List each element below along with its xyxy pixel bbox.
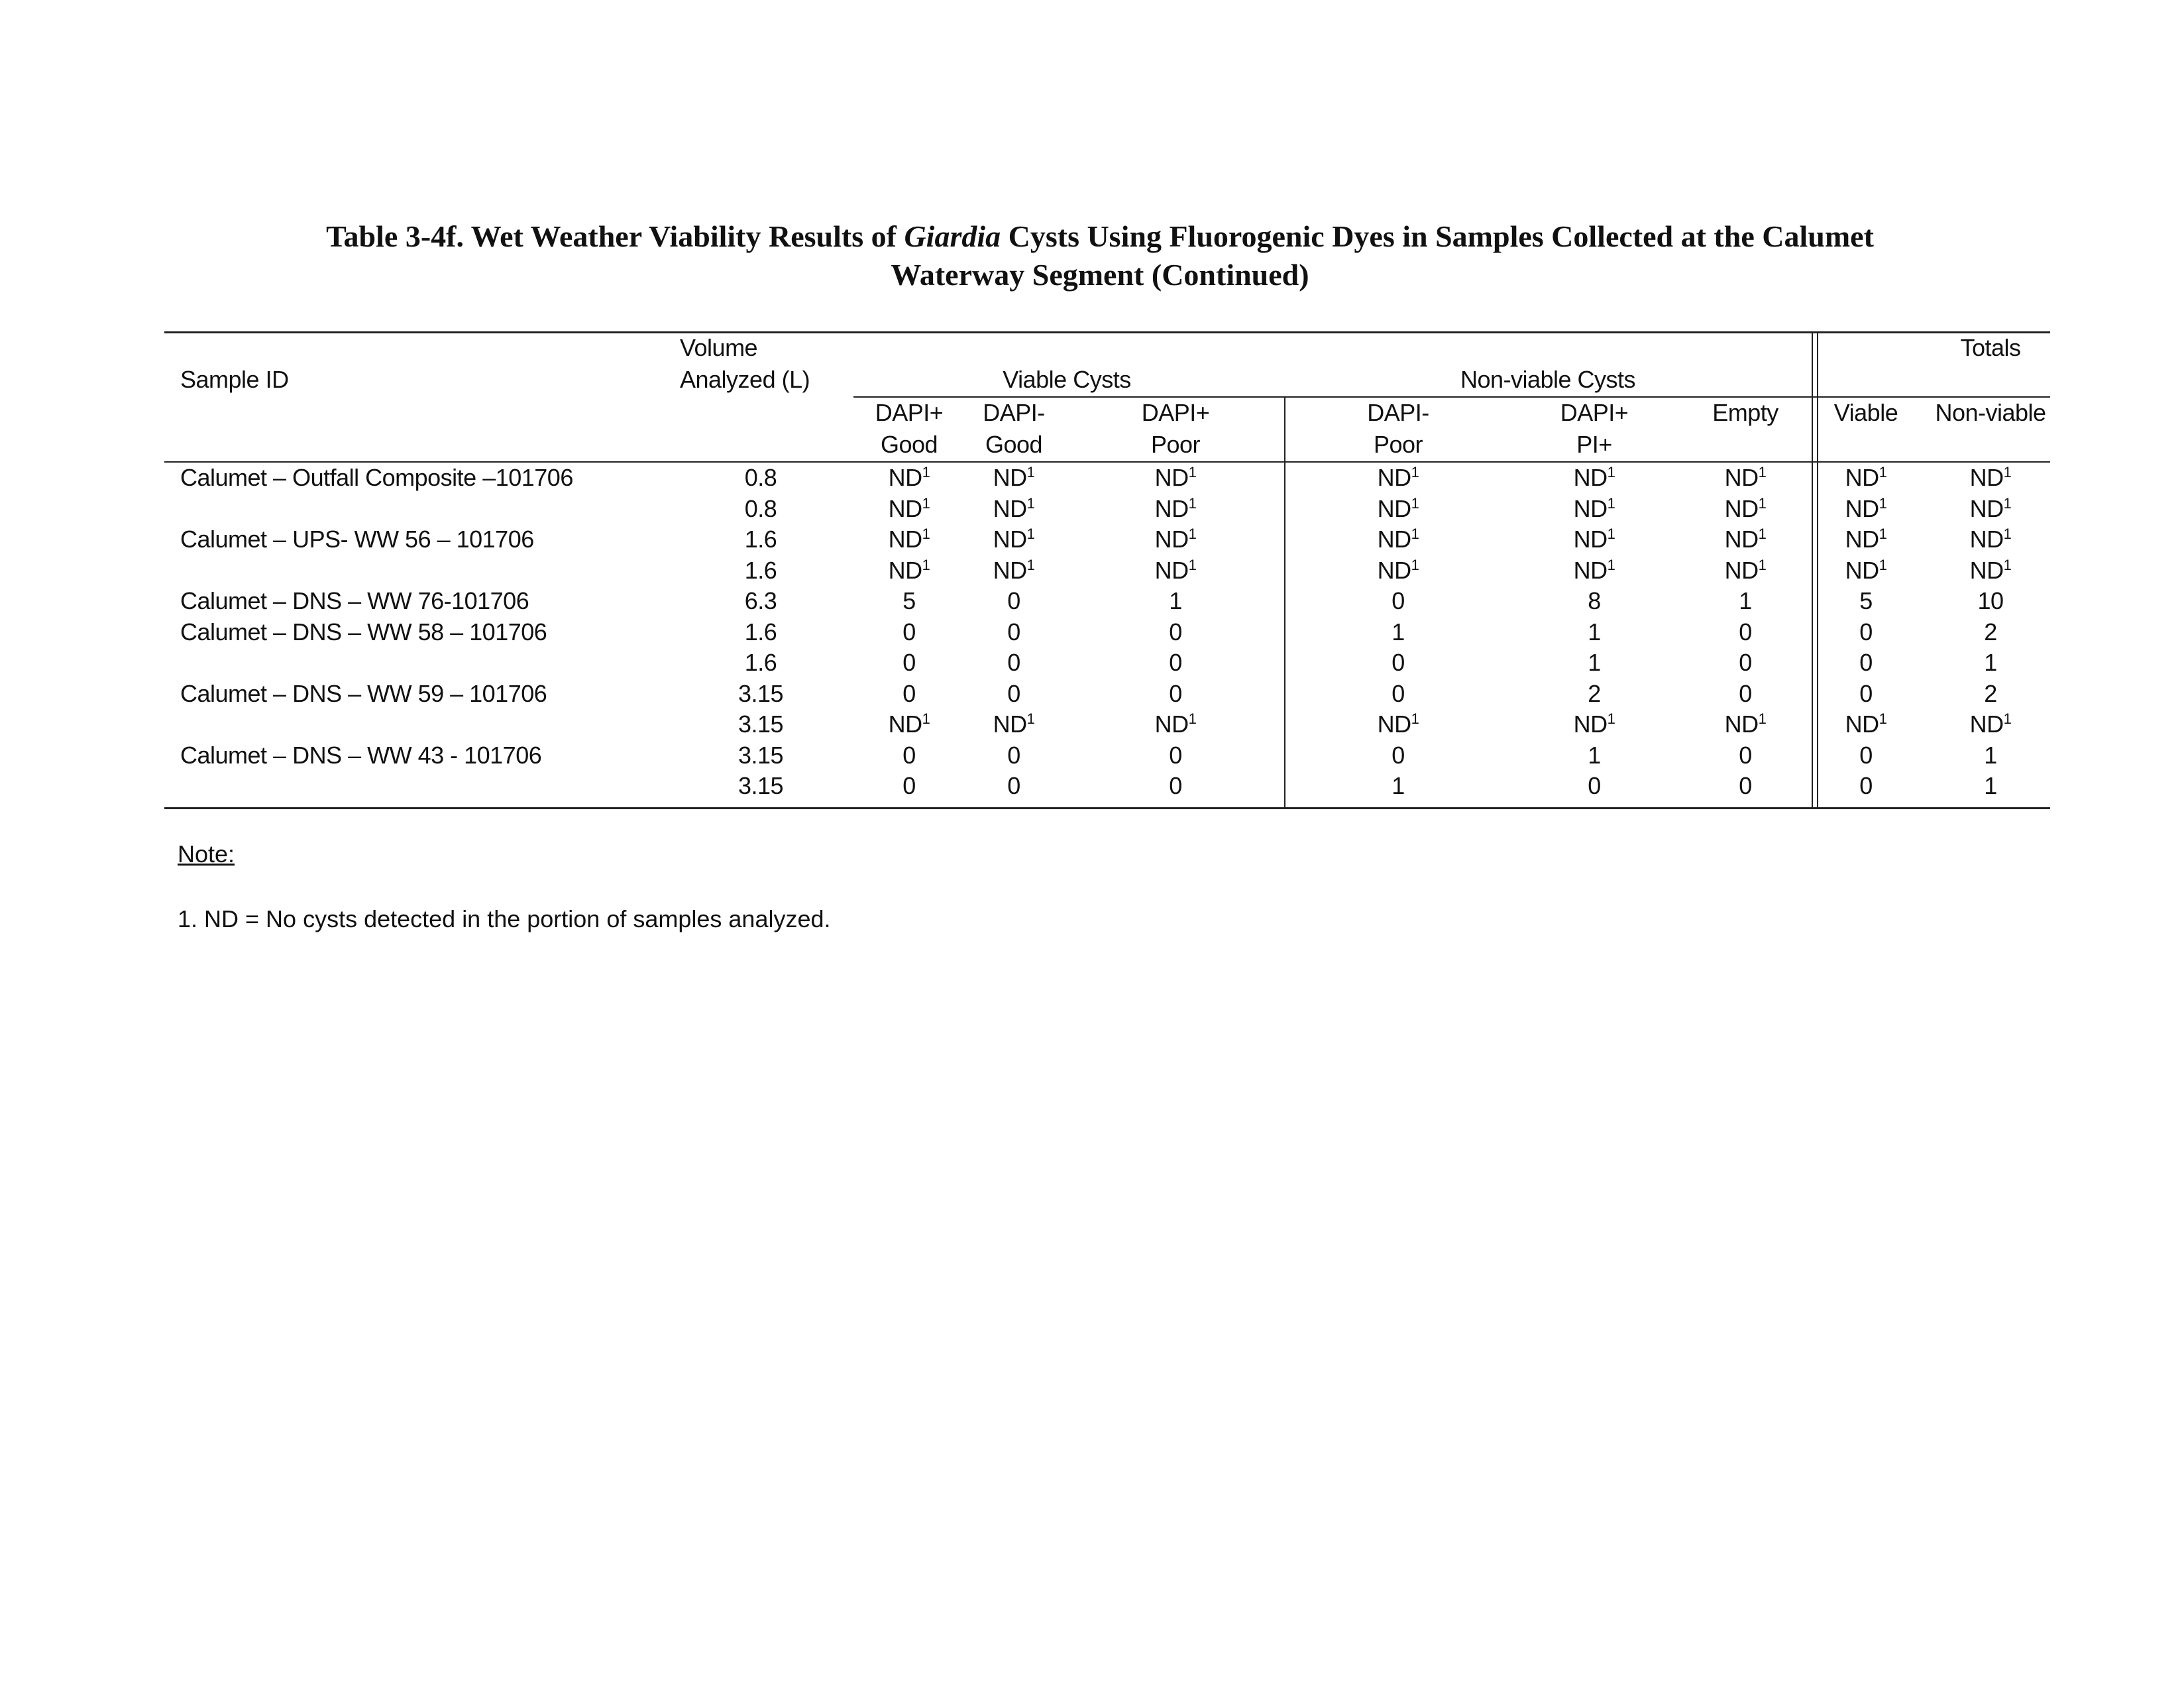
volume-cell: 1.6 xyxy=(744,618,777,646)
value-cell: $ND^1$ xyxy=(1969,710,2012,738)
value-cell: $ND^1$ xyxy=(888,556,930,584)
volume-cell: 3.15 xyxy=(737,710,784,738)
footnote-marker: 1 xyxy=(1758,556,1767,573)
value-cell: $ND^1$ xyxy=(1377,494,1419,522)
footnote-marker: 1 xyxy=(1879,710,1887,727)
footnote-marker: 1 xyxy=(2003,494,2012,512)
value-cell: $ND^1$ xyxy=(1969,464,2012,491)
value-cell: 5 xyxy=(902,587,916,614)
column-header-3-sub: Poor xyxy=(1150,431,1201,458)
footnote-marker: 1 xyxy=(1879,494,1887,512)
column-header-4-sub: Poor xyxy=(1373,431,1423,458)
value-cell: $ND^1$ xyxy=(1845,710,1887,738)
column-header-1: DAPI+ xyxy=(875,399,944,426)
footnote-marker: 1 xyxy=(1607,494,1615,512)
value-cell: $ND^1$ xyxy=(1573,464,1615,491)
value-cell: $ND^1$ xyxy=(1573,710,1615,738)
volume-cell: 1.6 xyxy=(744,526,777,553)
value-cell: 0 xyxy=(1859,741,1873,769)
value-cell: 0 xyxy=(1007,649,1020,676)
value-cell: $ND^1$ xyxy=(888,710,930,738)
value-cell: 0 xyxy=(1739,649,1752,676)
value-cell: 1 xyxy=(1392,618,1405,646)
value-cell: $ND^1$ xyxy=(1969,526,2012,553)
volume-cell: 0.8 xyxy=(744,464,777,491)
footnote-marker: 1 xyxy=(2003,464,2012,480)
value-cell: $ND^1$ xyxy=(1573,494,1615,522)
footnote-marker: 1 xyxy=(922,556,930,573)
value-cell: $ND^1$ xyxy=(993,526,1035,553)
value-cell: $ND^1$ xyxy=(1724,526,1767,553)
table-title xyxy=(166,217,2034,294)
value-cell: 0 xyxy=(902,618,916,646)
footnote-marker: 1 xyxy=(1411,464,1419,480)
footnote-marker: 1 xyxy=(922,464,930,480)
value-cell: $ND^1$ xyxy=(1845,556,1887,584)
value-cell: $ND^1$ xyxy=(1154,556,1197,584)
volume-cell: 6.3 xyxy=(744,587,777,614)
sample-id-cell: Calumet – DNS – WW 58 – 101706 xyxy=(180,618,547,646)
value-cell: $ND^1$ xyxy=(888,526,930,553)
value-cell: 0 xyxy=(1007,741,1020,769)
value-cell: 2 xyxy=(1588,679,1601,707)
bottom-rule xyxy=(164,807,2050,809)
footnote-marker: 1 xyxy=(2003,710,2012,727)
volume-cell: 3.15 xyxy=(737,679,784,707)
value-cell: 0 xyxy=(1007,587,1020,614)
footnote-marker: 1 xyxy=(1411,710,1419,727)
value-cell: 0 xyxy=(902,649,916,676)
value-cell: $ND^1$ xyxy=(1377,464,1419,491)
footnote-marker: 1 xyxy=(1758,464,1767,480)
footnote-marker: 1 xyxy=(1026,710,1035,727)
footnote-marker: 1 xyxy=(1026,464,1035,480)
column-header-2-sub: Good xyxy=(985,431,1043,458)
value-cell: 2 xyxy=(1984,679,1997,707)
header-volume-line2: Analyzed (L) xyxy=(680,366,810,393)
value-cell: $ND^1$ xyxy=(1377,710,1419,738)
footnote-marker: 1 xyxy=(1758,526,1767,542)
value-cell: 1 xyxy=(1392,772,1405,799)
footnote-marker: 1 xyxy=(1188,494,1197,512)
value-cell: $ND^1$ xyxy=(1377,526,1419,553)
footnote-marker: 1 xyxy=(1758,710,1767,727)
footnote-marker: 1 xyxy=(1188,556,1197,573)
footnote-marker: 1 xyxy=(2003,526,2012,542)
totals-divider-b xyxy=(1817,331,1818,809)
footnote-marker: 1 xyxy=(1188,464,1197,480)
value-cell: 0 xyxy=(1859,679,1873,707)
value-cell: 0 xyxy=(1169,649,1182,676)
volume-cell: 0.8 xyxy=(744,494,777,522)
column-header-5-sub: PI+ xyxy=(1576,431,1612,458)
sample-id-cell: Calumet – DNS – WW 43 - 101706 xyxy=(180,741,542,769)
value-cell: $ND^1$ xyxy=(1573,556,1615,584)
column-header-2: DAPI- xyxy=(983,399,1045,426)
value-cell: $ND^1$ xyxy=(1724,494,1767,522)
note-text: 1. ND = No cysts detected in the portion of samples analyzed. xyxy=(178,905,831,932)
value-cell: $ND^1$ xyxy=(993,494,1035,522)
title-line-2: Waterway Segment (Continued) xyxy=(891,258,1309,292)
value-cell: 10 xyxy=(1977,587,2004,614)
footnote-marker: 1 xyxy=(1607,556,1615,573)
value-cell: $ND^1$ xyxy=(993,464,1035,491)
sample-id-cell: Calumet – Outfall Composite –101706 xyxy=(180,464,573,491)
value-cell: $ND^1$ xyxy=(1845,526,1887,553)
value-cell: 1 xyxy=(1169,587,1182,614)
value-cell: $ND^1$ xyxy=(1154,494,1197,522)
value-cell: 0 xyxy=(1588,772,1601,799)
footnote-marker: 1 xyxy=(1879,526,1887,542)
value-cell: 0 xyxy=(902,679,916,707)
value-cell: $ND^1$ xyxy=(993,556,1035,584)
value-cell: $ND^1$ xyxy=(993,710,1035,738)
column-header-8: Non-viable xyxy=(1935,399,2046,426)
value-cell: $ND^1$ xyxy=(1724,464,1767,491)
totals-divider-a xyxy=(1812,331,1813,809)
footnote-marker: 1 xyxy=(1026,556,1035,573)
footnote-marker: 1 xyxy=(1607,464,1615,480)
footnote-marker: 1 xyxy=(1607,710,1615,727)
value-cell: 0 xyxy=(1169,741,1182,769)
value-cell: 8 xyxy=(1588,587,1601,614)
value-cell: $ND^1$ xyxy=(1154,710,1197,738)
column-header-4: DAPI- xyxy=(1367,399,1429,426)
footnote-marker: 1 xyxy=(1879,464,1887,480)
value-cell: 0 xyxy=(1859,772,1873,799)
value-cell: $ND^1$ xyxy=(1154,526,1197,553)
sample-id-cell: Calumet – DNS – WW 76-101706 xyxy=(180,587,529,614)
value-cell: 0 xyxy=(1859,649,1873,676)
footnote-marker: 1 xyxy=(1758,494,1767,512)
value-cell: 0 xyxy=(1007,772,1020,799)
value-cell: $ND^1$ xyxy=(1969,494,2012,522)
value-cell: 0 xyxy=(1169,679,1182,707)
value-cell: 0 xyxy=(1392,649,1405,676)
value-cell: 1 xyxy=(1984,772,1997,799)
value-cell: $ND^1$ xyxy=(1154,464,1197,491)
value-cell: 0 xyxy=(1169,772,1182,799)
footnote-marker: 1 xyxy=(1879,556,1887,573)
volume-cell: 3.15 xyxy=(737,772,784,799)
title-line-1: Table 3-4f. Wet Weather Viability Results of Giardia Cysts Using Fluorogenic Dyes in Samples Collected at the Calumet xyxy=(326,219,1874,253)
header-sample-id: Sample ID xyxy=(180,366,289,393)
column-header-3: DAPI+ xyxy=(1141,399,1210,426)
value-cell: $ND^1$ xyxy=(1724,710,1767,738)
value-cell: 0 xyxy=(902,741,916,769)
footnote-marker: 1 xyxy=(1411,556,1419,573)
value-cell: $ND^1$ xyxy=(1573,526,1615,553)
value-cell: 0 xyxy=(1007,679,1020,707)
footnote-marker: 1 xyxy=(1411,494,1419,512)
header-volume-line1: Volume xyxy=(680,334,758,361)
value-cell: 0 xyxy=(1739,679,1752,707)
value-cell: 1 xyxy=(1984,741,1997,769)
value-cell: $ND^1$ xyxy=(1845,494,1887,522)
value-cell: $ND^1$ xyxy=(888,494,930,522)
top-rule xyxy=(164,331,2050,333)
value-cell: 0 xyxy=(902,772,916,799)
footnote-marker: 1 xyxy=(922,494,930,512)
value-cell: 0 xyxy=(1392,741,1405,769)
value-cell: 0 xyxy=(1392,679,1405,707)
column-header-6: Empty xyxy=(1712,399,1778,426)
footnote-marker: 1 xyxy=(1188,710,1197,727)
value-cell: 0 xyxy=(1739,618,1752,646)
value-cell: 1 xyxy=(1984,649,1997,676)
header-totals: Totals xyxy=(1960,334,2021,361)
footnote-marker: 1 xyxy=(2003,556,2012,573)
value-cell: 0 xyxy=(1169,618,1182,646)
column-header-1-sub: Good xyxy=(880,431,938,458)
value-cell: 0 xyxy=(1739,772,1752,799)
value-cell: $ND^1$ xyxy=(1377,556,1419,584)
volume-cell: 1.6 xyxy=(744,649,777,676)
value-cell: 1 xyxy=(1588,741,1601,769)
value-cell: $ND^1$ xyxy=(1845,464,1887,491)
footnote-marker: 1 xyxy=(1026,494,1035,512)
value-cell: 0 xyxy=(1392,587,1405,614)
footnote-marker: 1 xyxy=(922,710,930,727)
value-cell: $ND^1$ xyxy=(1969,556,2012,584)
value-cell: 0 xyxy=(1739,741,1752,769)
value-cell: 0 xyxy=(1007,618,1020,646)
value-cell: $ND^1$ xyxy=(888,464,930,491)
value-cell: 2 xyxy=(1984,618,1997,646)
footnote-marker: 1 xyxy=(1026,526,1035,542)
sample-id-cell: Calumet – UPS- WW 56 – 101706 xyxy=(180,526,534,553)
column-header-7: Viable xyxy=(1833,399,1898,426)
footnote-marker: 1 xyxy=(922,526,930,542)
note-label: Note: xyxy=(178,840,235,868)
value-cell: 1 xyxy=(1588,649,1601,676)
volume-cell: 3.15 xyxy=(737,741,784,769)
column-header-5: DAPI+ xyxy=(1560,399,1629,426)
value-cell: $ND^1$ xyxy=(1724,556,1767,584)
sample-id-cell: Calumet – DNS – WW 59 – 101706 xyxy=(180,679,547,707)
viable-nonviable-divider xyxy=(1284,396,1285,809)
value-cell: 0 xyxy=(1859,618,1873,646)
footnote-marker: 1 xyxy=(1188,526,1197,542)
value-cell: 1 xyxy=(1739,587,1752,614)
header-viable-cysts: Viable Cysts xyxy=(1003,366,1131,393)
header-nonviable-cysts: Non-viable Cysts xyxy=(1460,366,1636,393)
value-cell: 1 xyxy=(1588,618,1601,646)
volume-cell: 1.6 xyxy=(744,556,777,584)
footnote-marker: 1 xyxy=(1411,526,1419,542)
footnote-marker: 1 xyxy=(1607,526,1615,542)
value-cell: 5 xyxy=(1859,587,1873,614)
title-italic-genus: Giardia xyxy=(904,219,1001,253)
